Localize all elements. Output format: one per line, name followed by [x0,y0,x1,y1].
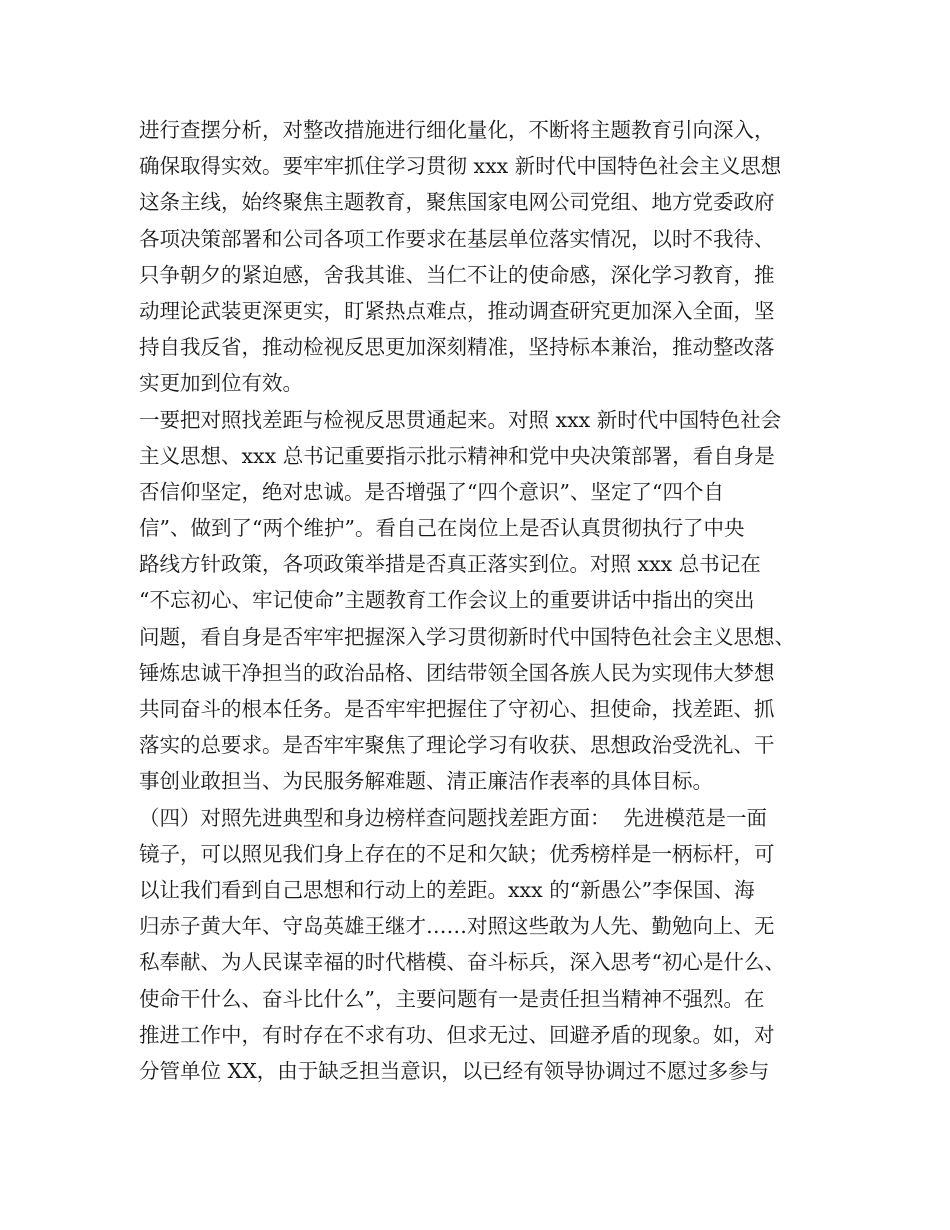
text-line: 进行查摆分析，对整改措施进行细化量化，不断将主题教育引向深入， [139,118,775,142]
text-line: 只争朝夕的紧迫感，舍我其谁、当仁不让的使命感，深化学习教育，推 [139,262,775,287]
text-line: 确保取得实效。要牢牢抓住学习贯彻 xxx 新时代中国特色社会主义思想 [139,154,782,179]
text-line: 持自我反省，推动检视反思更加深刻精准，坚持标本兼治，推动整改落 [139,335,775,360]
text-line: （四）对照先进典型和身边榜样查问题找差距方面： 先进模范是一面 [139,805,768,830]
text-line: 实更加到位有效。 [139,371,303,396]
text-line: 私奉献、为人民谋幸福的时代楷模、奋斗标兵，深入思考“初心是什么、 [139,950,785,975]
text-line: 归赤子黄大年、守岛英雄王继才……对照这些敢为人先、勤勉向上、无 [139,914,775,939]
text-line: 锤炼忠诚干净担当的政治品格、团结带领全国各族人民为实现伟大梦想 [139,660,775,685]
text-line: 分管单位 XX，由于缺乏担当意识，以已经有领导协调过不愿过多参与 [139,1058,770,1083]
text-line: 路线方针政策，各项政策举措是否真正落实到位。对照 xxx 总书记在 [139,552,761,577]
text-line: 问题，看自身是否牢牢把握深入学习贯彻新时代中国特色社会主义思想、 [139,624,795,649]
document-body [139,112,829,1089]
text-line: 各项决策部署和公司各项工作要求在基层单位落实情况，以时不我待、 [139,226,775,251]
text-line: 事创业敢担当、为民服务解难题、清正廉洁作表率的具体目标。 [139,769,713,794]
text-line: 动理论武装更深更实，盯紧热点难点，推动调查研究更加深入全面，坚 [139,298,775,323]
text-line: 信”、做到了“两个维护”。看自己在岗位上是否认真贯彻执行了中央 [139,516,745,541]
text-line: 主义思想、xxx 总书记重要指示批示精神和党中央决策部署，看自身是 [139,443,775,468]
text-line: “不忘初心、牢记使命”主题教育工作会议上的重要讲话中指出的突出 [139,588,755,613]
text-line: 以让我们看到自己思想和行动上的差距。xxx 的“新愚公”李保国、海 [139,877,755,902]
text-line: 落实的总要求。是否牢牢聚焦了理论学习有收获、思想政治受洗礼、干 [139,733,775,758]
text-line: 镜子，可以照见我们身上存在的不足和欠缺；优秀榜样是一柄标杆，可 [139,841,775,866]
text-line: 一要把对照找差距与检视反思贯通起来。对照 xxx 新时代中国特色社会 [139,407,782,432]
text-line: 共同奋斗的根本任务。是否牢牢把握住了守初心、担使命，找差距、抓 [139,697,775,721]
text-line: 使命干什么、奋斗比什么”，主要问题有一是责任担当精神不强烈。在 [139,986,765,1011]
text-line: 推进工作中，有时存在不求有功、但求无过、回避矛盾的现象。如，对 [139,1022,775,1047]
text-line: 否信仰坚定，绝对忠诚。是否增强了“四个意识”、坚定了“四个自 [139,479,724,504]
text-line: 这条主线，始终聚焦主题教育，聚焦国家电网公司党组、地方党委政府 [139,190,775,215]
